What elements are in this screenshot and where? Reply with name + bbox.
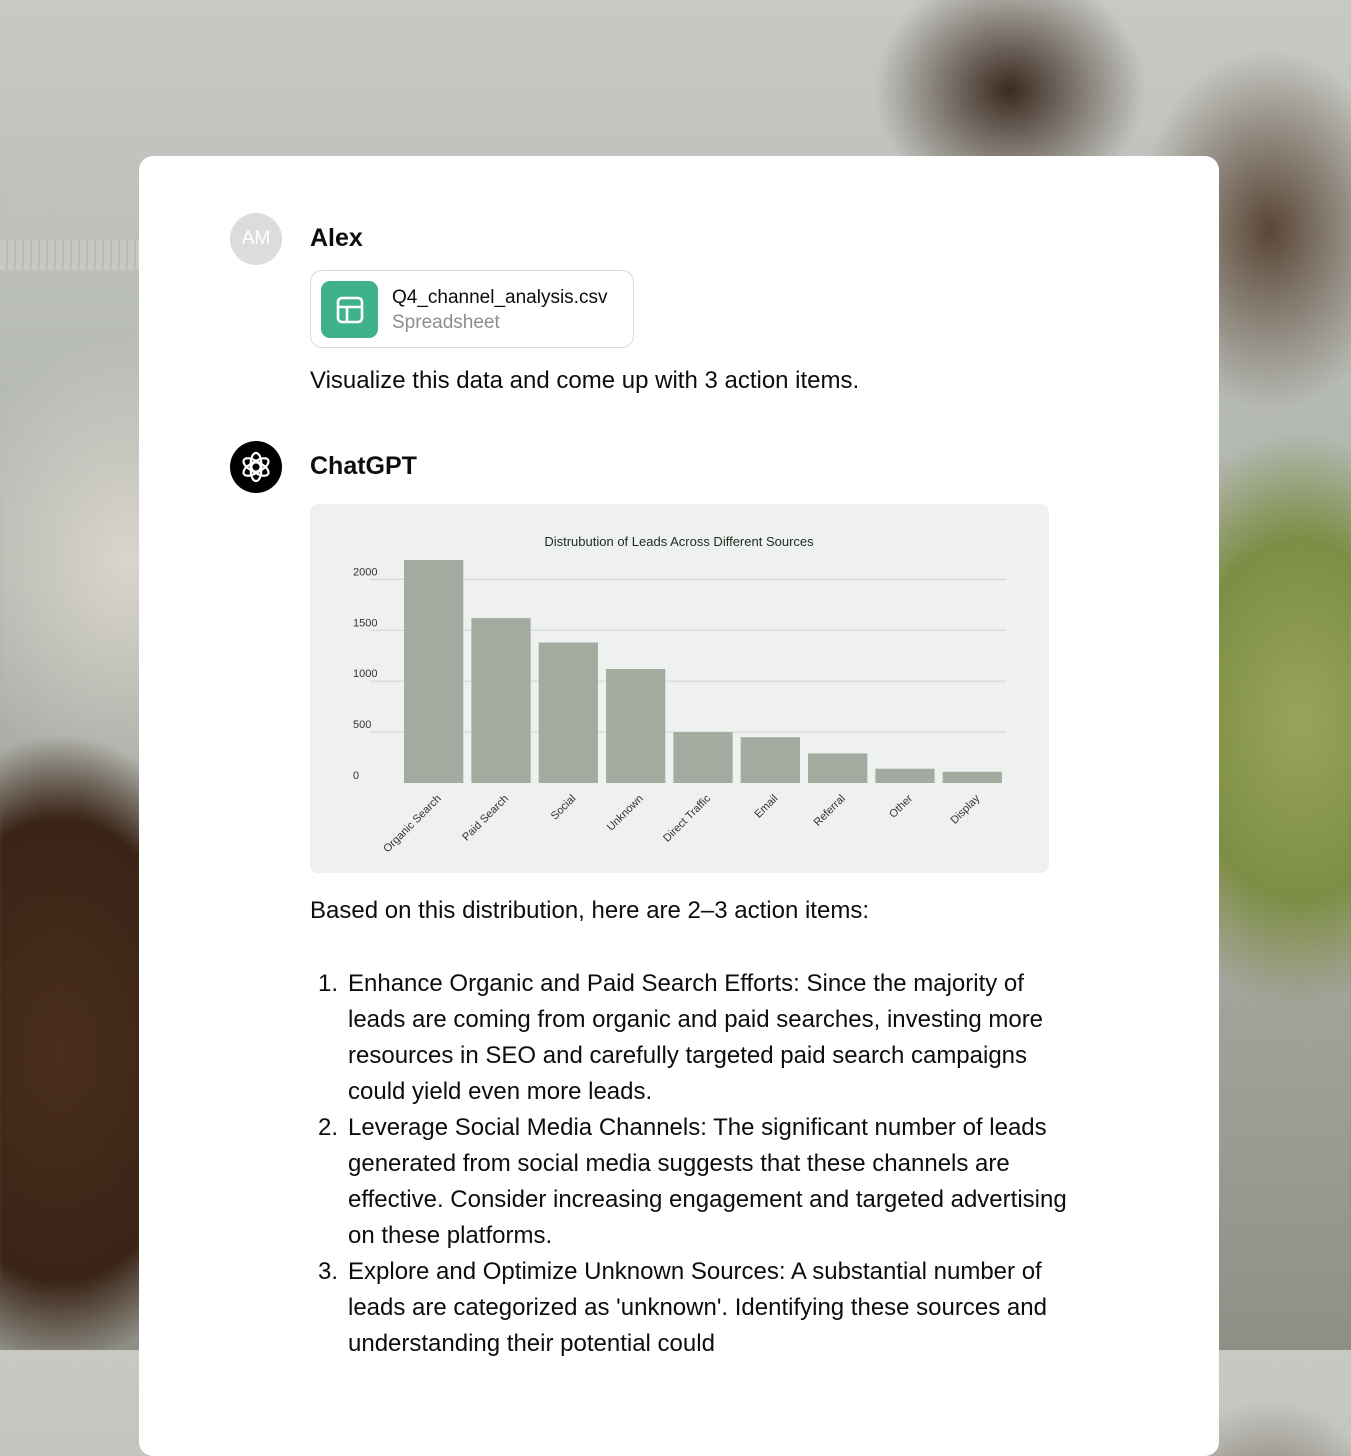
x-tick-label: Display (948, 792, 983, 827)
list-item-number: 2. (318, 1114, 339, 1141)
chat-card (139, 156, 1219, 1456)
user-avatar (230, 213, 282, 265)
background-photo-detail (0, 240, 140, 270)
openai-logo-icon (230, 441, 282, 493)
x-tick-label: Organic Search (381, 792, 444, 856)
y-tick-label: 500 (353, 719, 372, 732)
chart-bar (943, 772, 1002, 783)
chart-bar (471, 618, 530, 783)
spreadsheet-icon (321, 281, 378, 338)
chart-title: Distrubution of Leads Across Different Sources (544, 534, 814, 549)
bar-chart (310, 504, 1049, 873)
y-tick-label: 1000 (353, 668, 378, 681)
y-tick-label: 0 (353, 770, 360, 782)
x-tick-label: Other (887, 792, 916, 821)
list-item-text: Explore and Optimize Unknown Sources: A substantial number of leads are categorized as 'unknown'. Identifying these sources and understanding their potential could (348, 1258, 1047, 1357)
x-tick-label: Social (548, 792, 579, 823)
user-message: Visualize this data and come up with 3 action items. (310, 367, 860, 394)
attachment-chip[interactable] (310, 270, 634, 348)
chart-bar (539, 642, 598, 783)
list-item (310, 1110, 1070, 1254)
list-item-number: 1. (318, 970, 339, 997)
bar-chart-svg (310, 504, 1049, 873)
user-name: Alex (310, 224, 363, 252)
y-tick-label: 1500 (353, 617, 378, 630)
y-tick-label: 2000 (353, 566, 378, 579)
attachment-filename: Q4_channel_analysis.csv (392, 287, 608, 308)
chart-bar (606, 669, 665, 783)
chart-bar (808, 753, 867, 783)
x-tick-label: Direct Traffic (661, 792, 714, 845)
list-item-text: Enhance Organic and Paid Search Efforts: Since the majority of leads are coming from organic and paid searches, investing more resources in SEO and carefully targeted paid search campaigns could yield even more leads. (348, 970, 1044, 1105)
attachment-type: Spreadsheet (392, 312, 500, 333)
list-item-number: 3. (318, 1258, 339, 1285)
chart-bar (875, 769, 934, 783)
action-items-list (310, 966, 1070, 1362)
list-item (310, 1254, 1070, 1362)
chart-bar (404, 560, 463, 783)
x-tick-label: Unknown (604, 792, 646, 834)
chart-bar (673, 732, 732, 783)
assistant-name: ChatGPT (310, 452, 417, 480)
chart-bar (741, 737, 800, 783)
list-item-text: Leverage Social Media Channels: The significant number of leads generated from social media suggests that these channels are effective. Consider increasing engagement and targeted advertising on these platforms. (348, 1114, 1067, 1249)
x-tick-label: Referral (811, 792, 848, 829)
x-tick-label: Email (752, 792, 781, 821)
assistant-intro: Based on this distribution, here are 2–3 action items: (310, 897, 869, 924)
x-tick-label: Paid Search (460, 792, 512, 844)
user-avatar-initials: AM (241, 228, 271, 249)
list-item (310, 966, 1070, 1110)
